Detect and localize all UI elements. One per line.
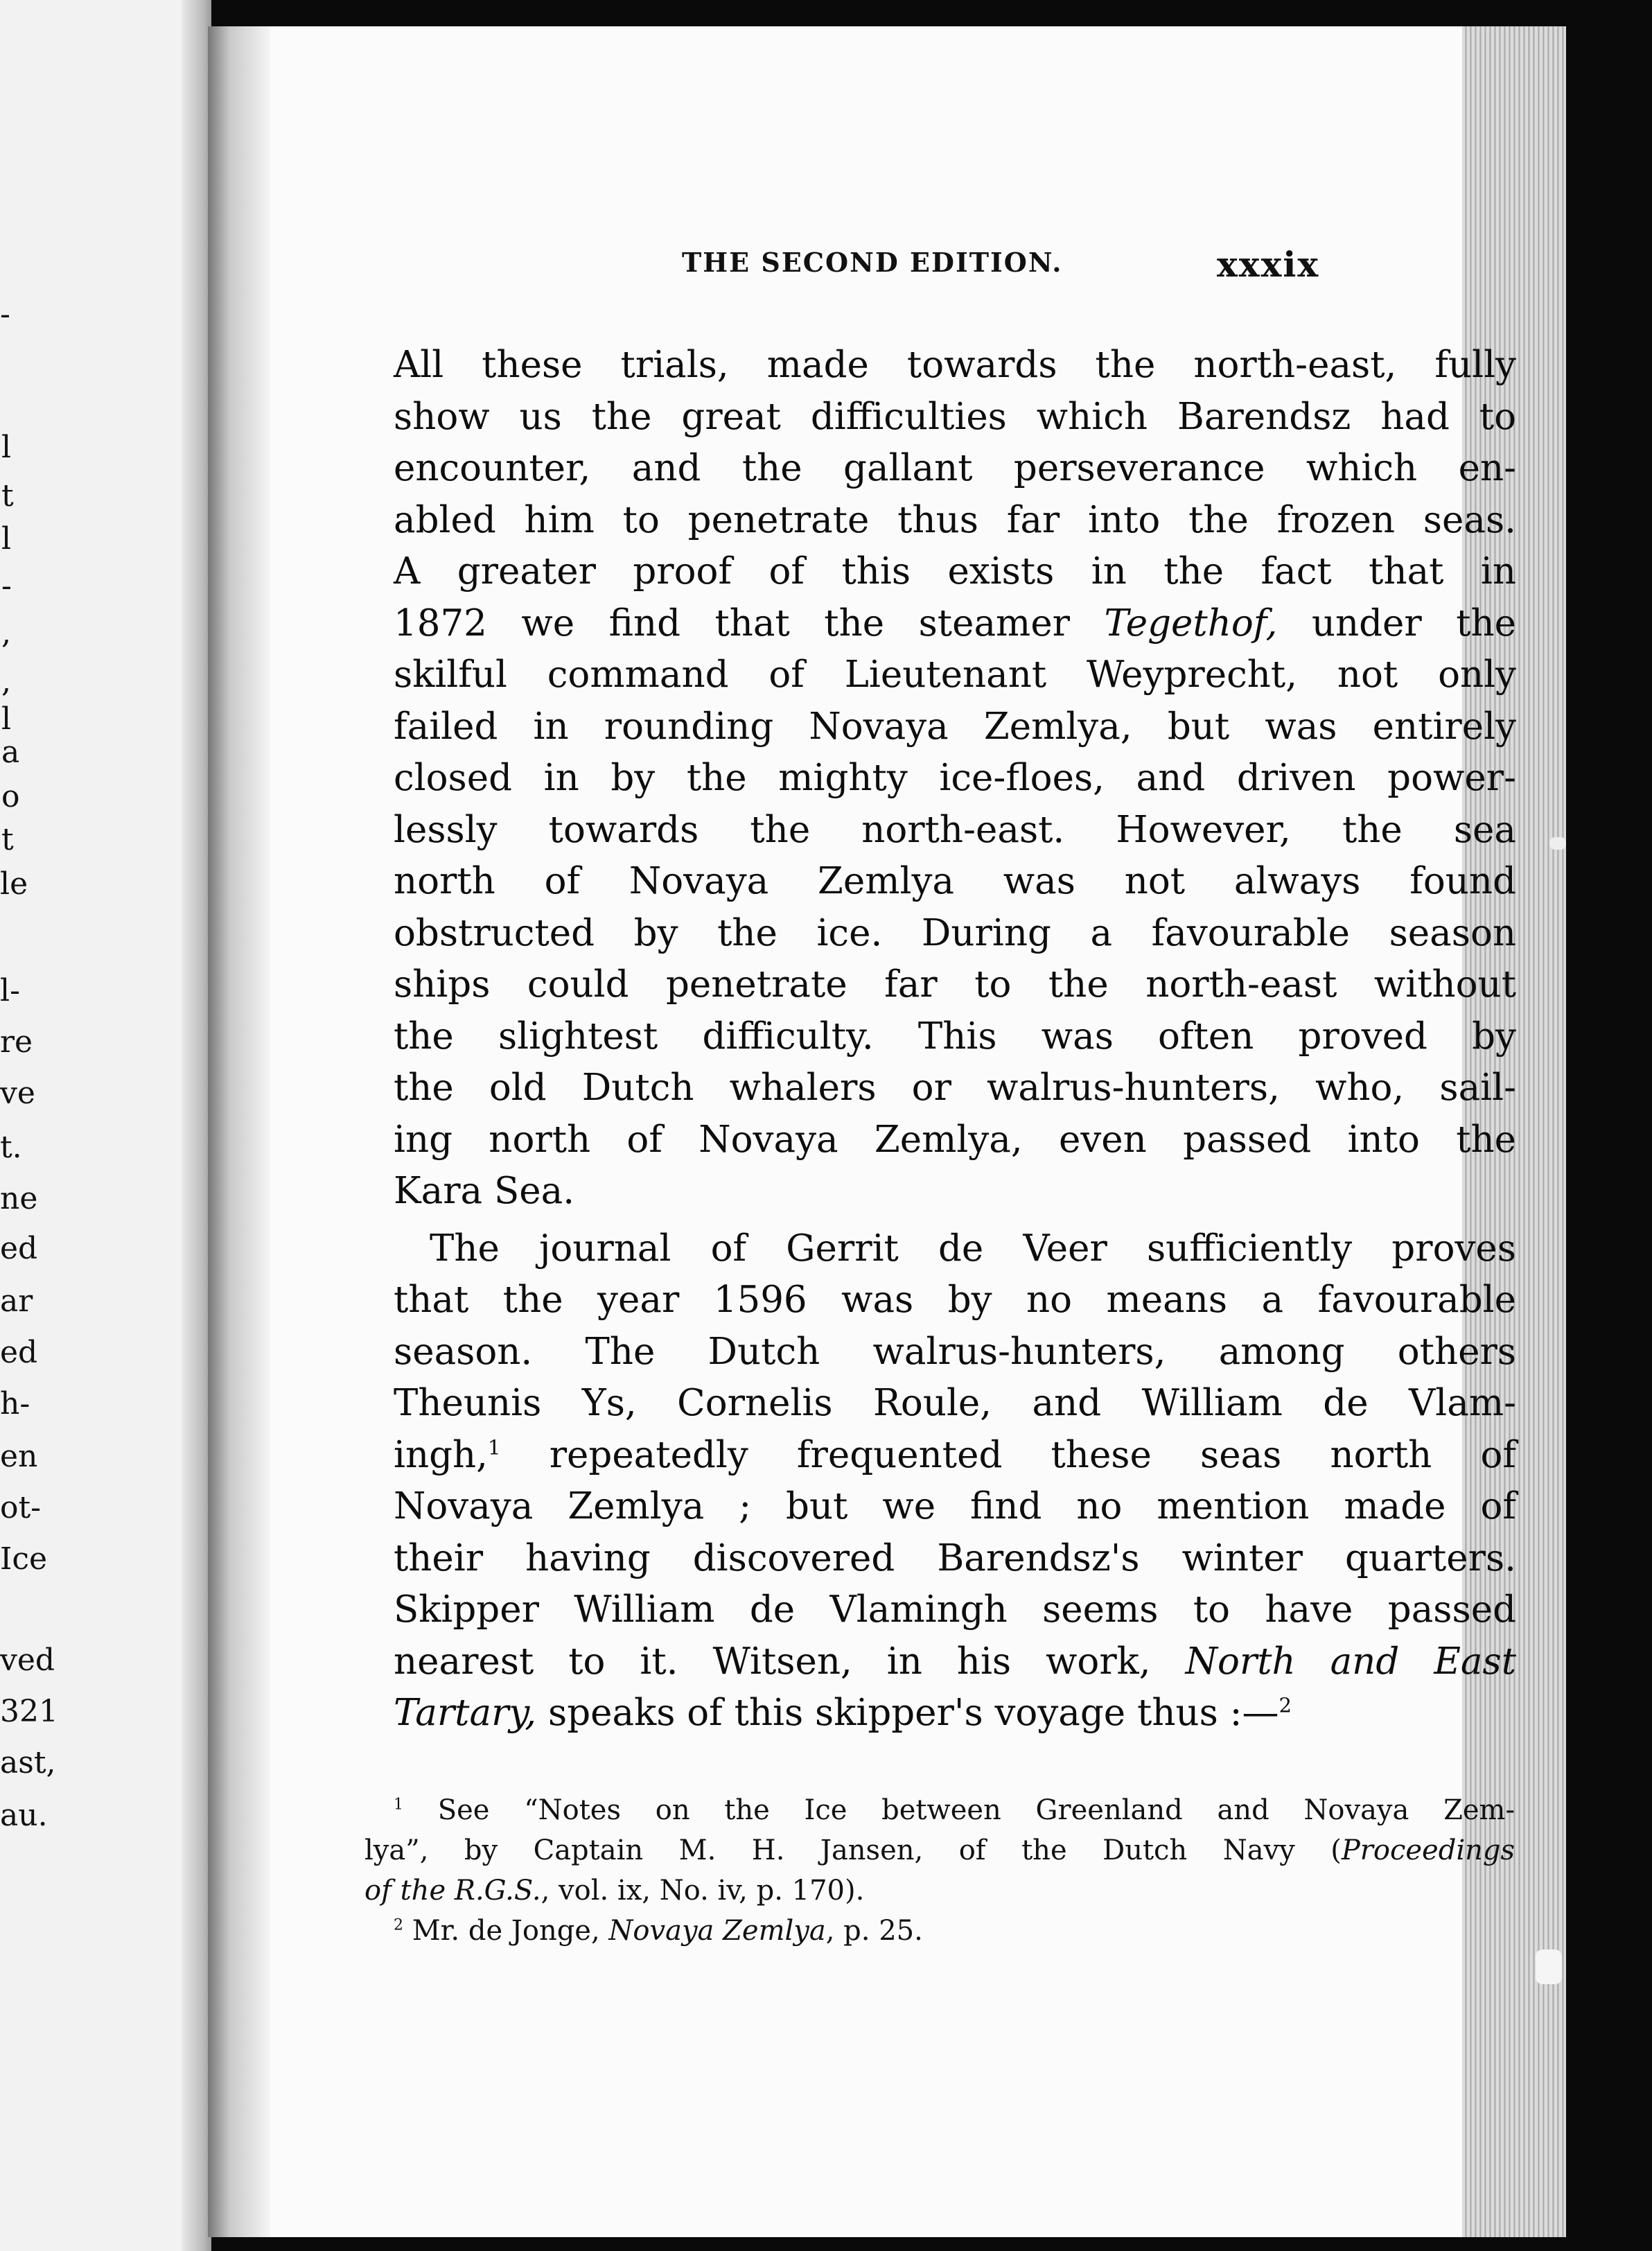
- text-fragment: , p. 25.: [825, 1915, 923, 1947]
- text-line: lessly towards the north-east. However, the sea: [394, 808, 1516, 851]
- footnote-line: [364, 1871, 1515, 1911]
- footnote-line: [364, 1830, 1515, 1871]
- left-page-fragment: ,: [1, 615, 11, 651]
- text-line: skilful command of Lieutenant Weyprecht, not only: [394, 654, 1516, 696]
- left-page-fragment: t: [1, 478, 14, 514]
- left-page-fragment: ed: [0, 1335, 38, 1370]
- page-edge-mark: [1549, 837, 1566, 850]
- left-page-fragment: en: [0, 1439, 38, 1474]
- text-line: Novaya Zemlya ; but we find no mention made of: [394, 1485, 1516, 1527]
- left-page-fragment: ed: [0, 1231, 38, 1266]
- text-line: [394, 1688, 1516, 1740]
- text-line: failed in rounding Novaya Zemlya, but was entirely: [394, 705, 1516, 748]
- left-page-fragment: ot-: [0, 1490, 42, 1525]
- text-line: ing north of Novaya Zemlya, even passed into the: [394, 1118, 1516, 1161]
- text-fragment: repeatedly frequented these seas north of: [549, 1433, 1516, 1476]
- left-page-fragment: t: [1, 822, 14, 857]
- text-fragment: Mr. de Jonge,: [412, 1915, 609, 1947]
- left-page-fragment: l: [1, 701, 12, 737]
- text-line: ships could penetrate far to the north-east without: [394, 963, 1516, 1006]
- text-fragment: , vol. ix, No. iv, p. 170).: [541, 1875, 865, 1907]
- left-page-fragment: ne: [0, 1181, 38, 1216]
- text-fragment: under the: [1277, 602, 1517, 645]
- text-line: Skipper William de Vlamingh seems to have passed: [394, 1588, 1516, 1631]
- left-page-fragment: ast,: [0, 1745, 56, 1780]
- footnotes: [364, 1790, 1515, 1951]
- left-page-fragment: Ice: [0, 1541, 48, 1577]
- left-page-fragment: 321: [0, 1694, 58, 1729]
- text-line: abled him to penetrate thus far into the frozen seas.: [394, 498, 1516, 541]
- book-title-italic: Tartary,: [394, 1692, 537, 1734]
- left-page-fragment: re: [0, 1024, 33, 1060]
- running-header: [208, 244, 1566, 288]
- left-page-fragment: l: [1, 430, 12, 465]
- left-page-gutter-shadow: [182, 0, 211, 2251]
- text-line: show us the great difficulties which Barendsz had to: [394, 395, 1516, 438]
- footnote-marker: 1: [394, 1796, 403, 1814]
- left-page-fragment: t.: [0, 1130, 22, 1165]
- text-line: [394, 1430, 1516, 1482]
- text-line: closed in by the mighty ice-floes, and driven power-: [394, 757, 1516, 799]
- ship-name-italic: Tegethof,: [1104, 602, 1278, 645]
- text-line: Kara Sea.: [394, 1170, 575, 1212]
- left-page-fragment: le: [0, 866, 28, 902]
- text-fragment: speaks of this skipper's voyage thus :—: [536, 1692, 1279, 1734]
- text-fragment: 1872 we find that the steamer: [394, 602, 1105, 645]
- left-page-fragment: ved: [0, 1643, 55, 1678]
- text-line: All these trials, made towards the north-east, fully: [394, 344, 1516, 386]
- text-line: the slightest difficulty. This was often proved by: [394, 1015, 1516, 1058]
- paragraph-gap: [394, 1218, 1516, 1223]
- left-page-fragment: au.: [0, 1798, 48, 1833]
- left-page-fragment: h-: [0, 1386, 30, 1421]
- left-page-fragment: -: [1, 568, 12, 604]
- footnote-line: [364, 1911, 1515, 1951]
- journal-title-italic: of the R.G.S.: [364, 1875, 541, 1907]
- text-line: north of Novaya Zemlya was not always found: [394, 860, 1516, 902]
- footnote-line: [364, 1790, 1515, 1830]
- running-title: THE SECOND EDITION.: [682, 247, 1063, 278]
- text-line: [394, 1636, 1516, 1688]
- text-line: season. The Dutch walrus-hunters, among others: [394, 1330, 1516, 1373]
- text-line: A greater proof of this exists in the fact that in: [394, 550, 1516, 593]
- text-line: [394, 598, 1516, 650]
- text-fragment: ingh,: [394, 1433, 488, 1476]
- right-book-page: [208, 26, 1566, 2237]
- page-edge-mark: [1536, 1950, 1562, 1984]
- left-page-fragment: o: [1, 779, 20, 814]
- footnote-marker: 2: [1278, 1693, 1292, 1717]
- left-page-fragment: ar: [0, 1284, 33, 1319]
- text-fragment: lya”, by Captain M. H. Jansen, of the Dutch Navy (: [364, 1834, 1342, 1866]
- body-text: [394, 340, 1516, 1740]
- text-fragment: nearest to it. Witsen, in his work,: [394, 1640, 1186, 1683]
- left-page-fragment: a: [1, 735, 20, 770]
- left-facing-page: [0, 0, 211, 2251]
- text-line: encounter, and the gallant perseverance which en-: [394, 447, 1516, 489]
- page-number: xxxix: [1217, 244, 1320, 285]
- text-line: obstructed by the ice. During a favourable season: [394, 911, 1516, 954]
- text-fragment: See “Notes on the Ice between Greenland and Novaya Zem-: [437, 1794, 1515, 1826]
- left-page-fragment: -: [0, 297, 10, 332]
- left-page-fragment: ,: [1, 664, 11, 699]
- footnote-marker: 2: [394, 1916, 403, 1934]
- text-line: Theunis Ys, Cornelis Roule, and William de Vlam-: [394, 1382, 1516, 1424]
- journal-title-italic: Proceedings: [1341, 1834, 1515, 1866]
- footnote-marker: 1: [488, 1435, 501, 1459]
- text-line: The journal of Gerrit de Veer sufficiently proves: [430, 1227, 1516, 1270]
- page-spine-shadow: [208, 26, 270, 2237]
- text-line: their having discovered Barendsz's winter quarters.: [394, 1536, 1516, 1579]
- left-page-fragment: l-: [0, 973, 20, 1008]
- left-page-fragment: l: [1, 521, 12, 557]
- book-title-italic: Novaya Zemlya: [608, 1915, 826, 1947]
- text-line: that the year 1596 was by no means a favourable: [394, 1279, 1516, 1321]
- text-line: the old Dutch whalers or walrus-hunters, who, sail-: [394, 1067, 1516, 1109]
- left-page-fragment: ve: [0, 1076, 35, 1111]
- book-title-italic: North and East: [1185, 1640, 1516, 1683]
